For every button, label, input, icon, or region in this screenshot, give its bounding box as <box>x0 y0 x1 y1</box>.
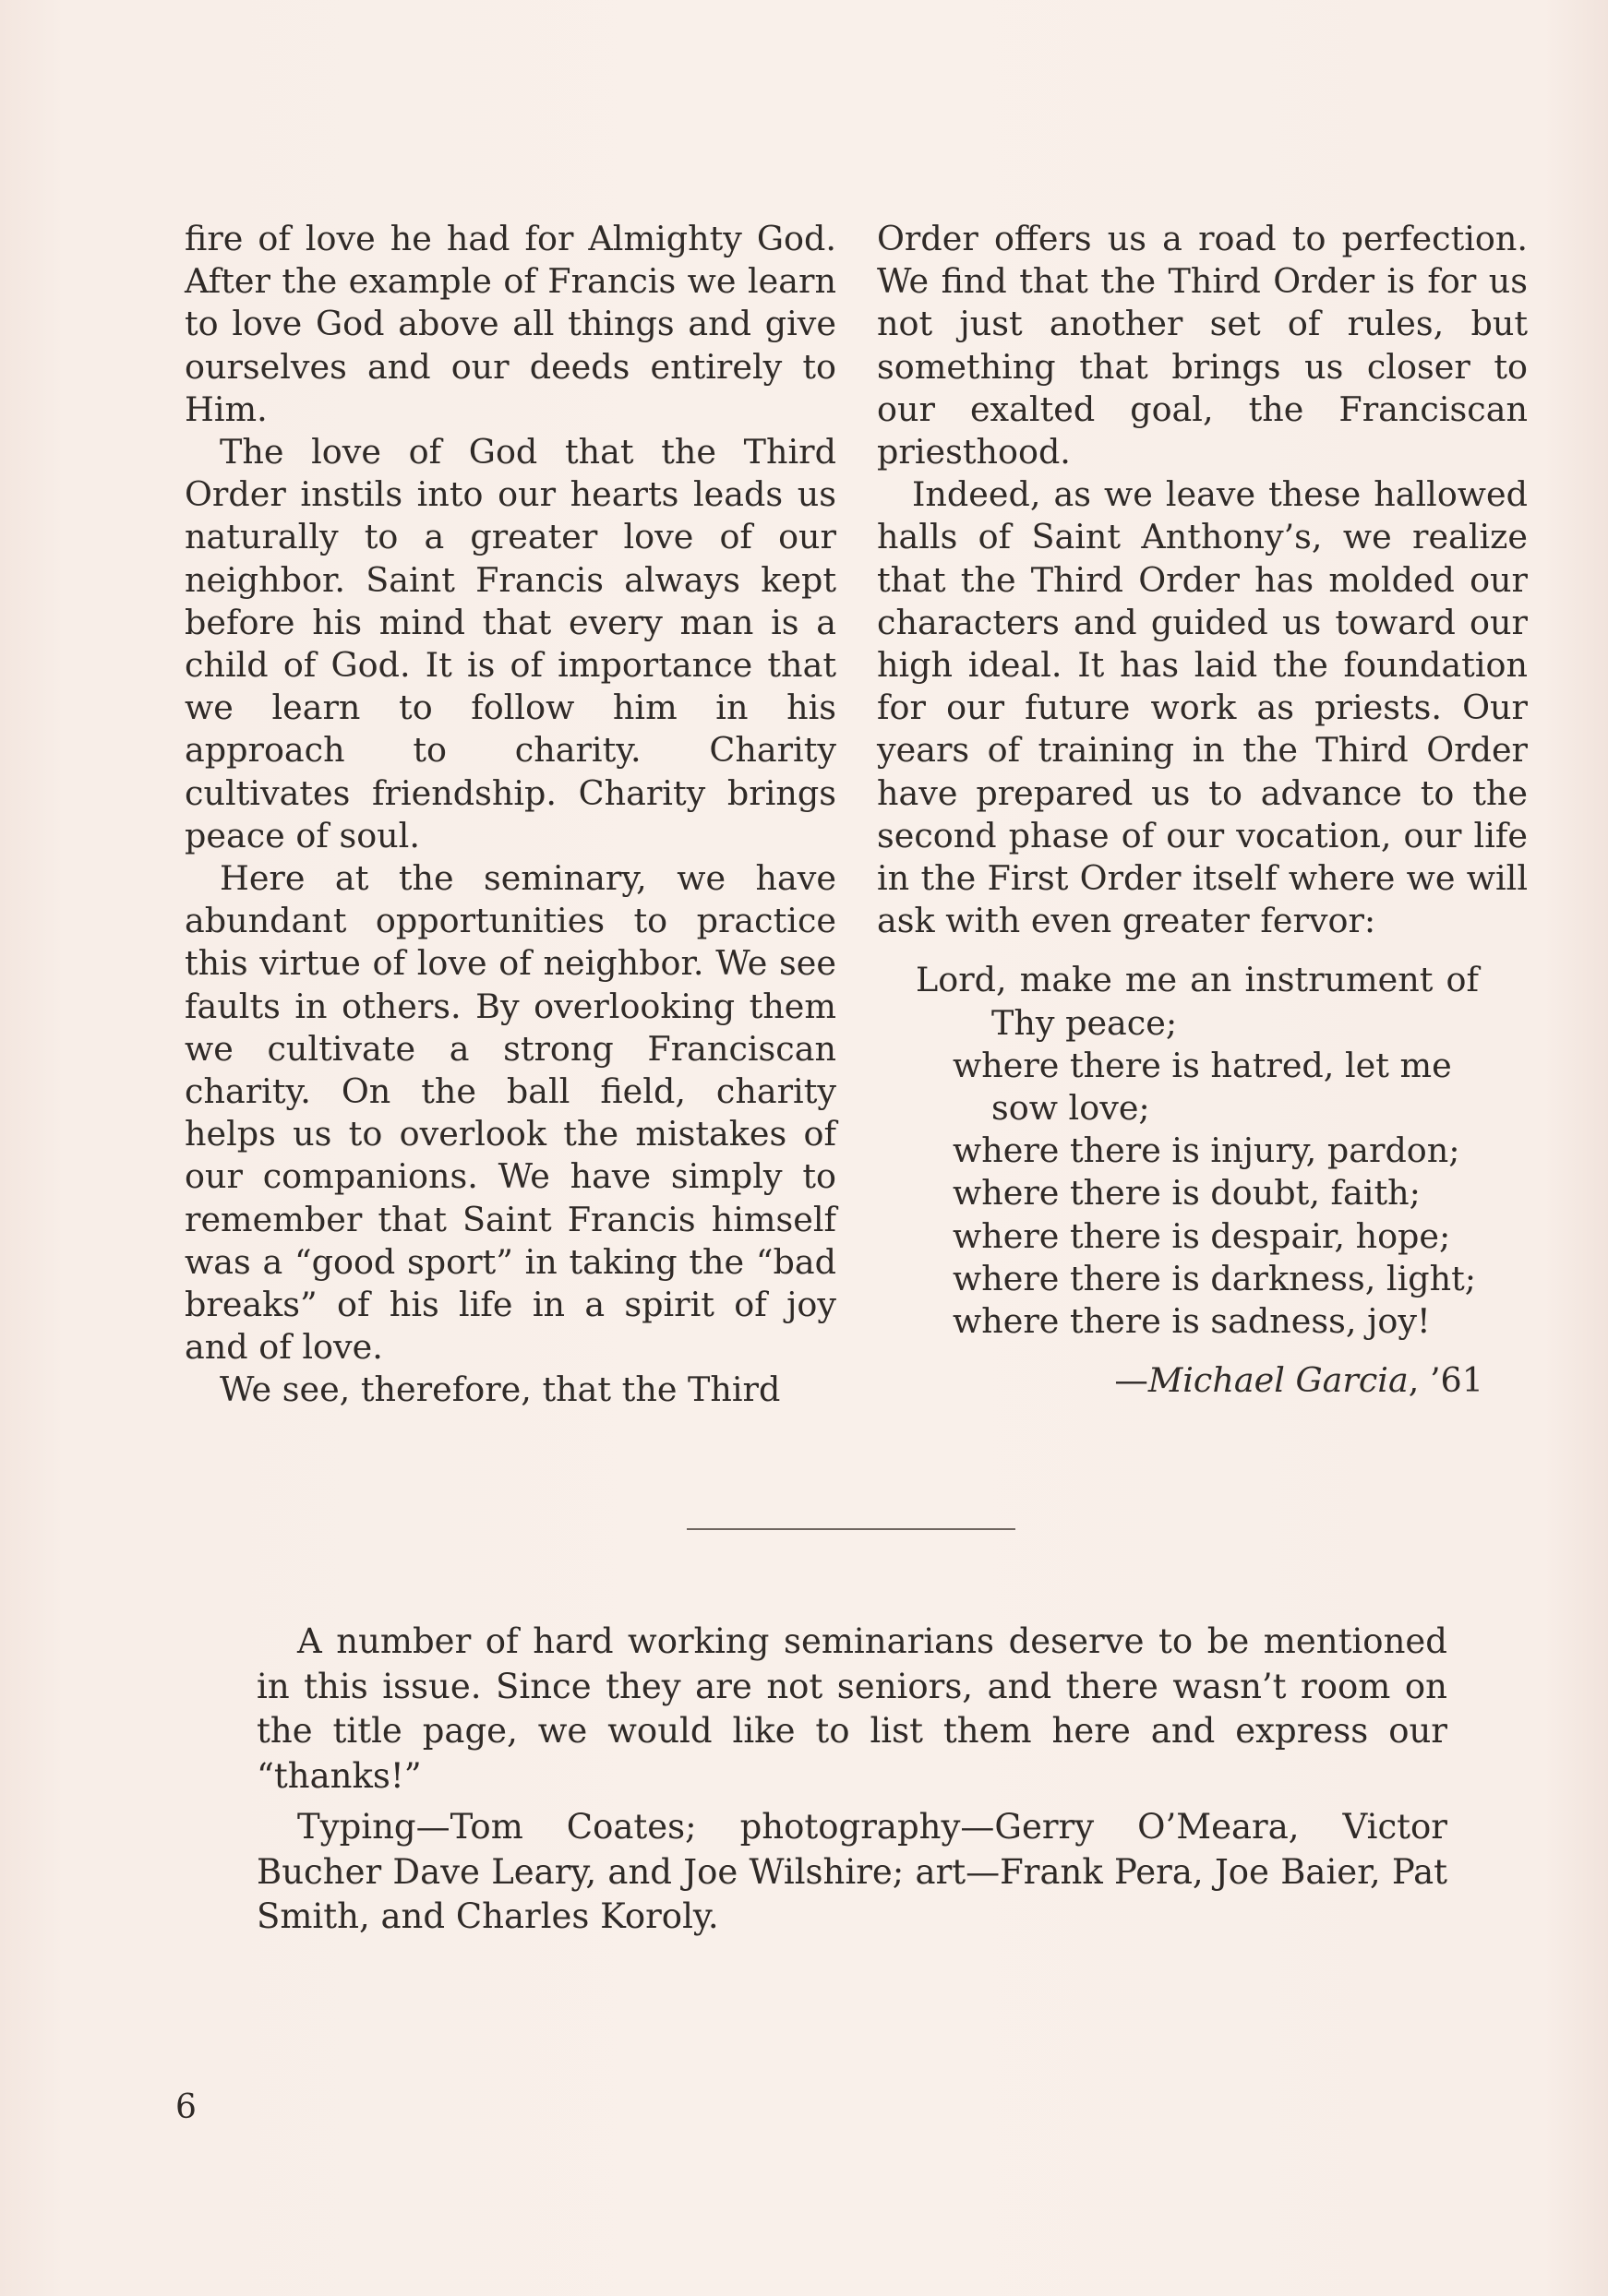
prayer-line: Lord, make me an instrument of <box>916 960 1479 1000</box>
prayer-line: sow love; <box>991 1088 1150 1129</box>
prayer-line: where there is injury, pardon; <box>953 1130 1460 1171</box>
paragraph-5: Order offers us a road to perfection. We find that the Third Order is for us not just another set of rules, but something that brings us closer to our exalted goal, the Franciscan priesthood. <box>877 219 1528 472</box>
prayer-line: where there is doubt, faith; <box>953 1173 1421 1214</box>
paragraph-4: We see, therefore, that the Third <box>220 1369 781 1410</box>
acknowledgement-intro <box>257 1620 1447 1799</box>
prayer-line: where there is despair, hope; <box>953 1215 1451 1256</box>
signature-dash: — <box>1114 1360 1148 1401</box>
right-column <box>877 218 1528 1402</box>
author-class-year: , ’61 <box>1408 1360 1483 1401</box>
prayer-line: where there is hatred, let me <box>953 1045 1452 1085</box>
section-divider <box>687 1528 1015 1530</box>
prayer-line: Thy peace; <box>991 1002 1178 1043</box>
paragraph-3: Here at the seminary, we have abundant opportunities to practice this virtue of love of neighbor. We see faults in others. By overlooking them we cultivate a strong Franciscan charity. On the ball field, charity helps us to overlook the mistakes of our companions. We have simply to remember that Saint Francis himself was a “good sport” in taking the “bad breaks” of his life in a spirit of joy and of love. <box>185 858 836 1368</box>
prayer-line: where there is darkness, light; <box>953 1258 1477 1298</box>
prayer-of-saint-francis <box>877 959 1528 1343</box>
page-number: 6 <box>175 2088 197 2126</box>
paragraph-2: The love of God that the Third Order instils into our hearts leads us naturally to a greater love of our neighbor. Saint Francis always kept before his mind that every man is a child of God. It is of importance that we learn to follow him in his approach to charity. Charity cultivates friendship. Charity brings peace of soul. <box>185 432 836 855</box>
author-name: Michael Garcia <box>1147 1360 1409 1401</box>
paragraph-6: Indeed, as we leave these hallowed halls of Saint Anthony’s, we realize that the Third Order has molded our characters and guided us toward our high ideal. It has laid the foundation for our future work as priests. Our years of training in the Third Order have prepared us to advance to the second phase of our vocation, our life in the First Order itself where we will ask with even greater fervor: <box>877 474 1528 941</box>
author-signature <box>877 1359 1528 1402</box>
paragraph-1: fire of love he had for Almighty God. After the example of Francis we learn to love God above all things and give ourselves and our deeds entirely to Him. <box>185 219 836 429</box>
acknowledgement-credits-text: Typing—Tom Coates; photography—Gerry O’Meara, Victor Bucher Dave Leary, and Joe Wilshire; art—Frank Pera, Joe Baier, Pat Smith, and Charles Koroly. <box>257 1807 1447 1936</box>
acknowledgement-intro-text: A number of hard working seminarians deserve to be mentioned in this issue. Since they are not seniors, and there wasn’t room on the title page, we would like to list them here and express our “thanks!” <box>257 1621 1447 1796</box>
left-column <box>185 218 836 1412</box>
acknowledgement-credits <box>257 1805 1447 1940</box>
prayer-line: where there is sadness, joy! <box>953 1301 1431 1342</box>
